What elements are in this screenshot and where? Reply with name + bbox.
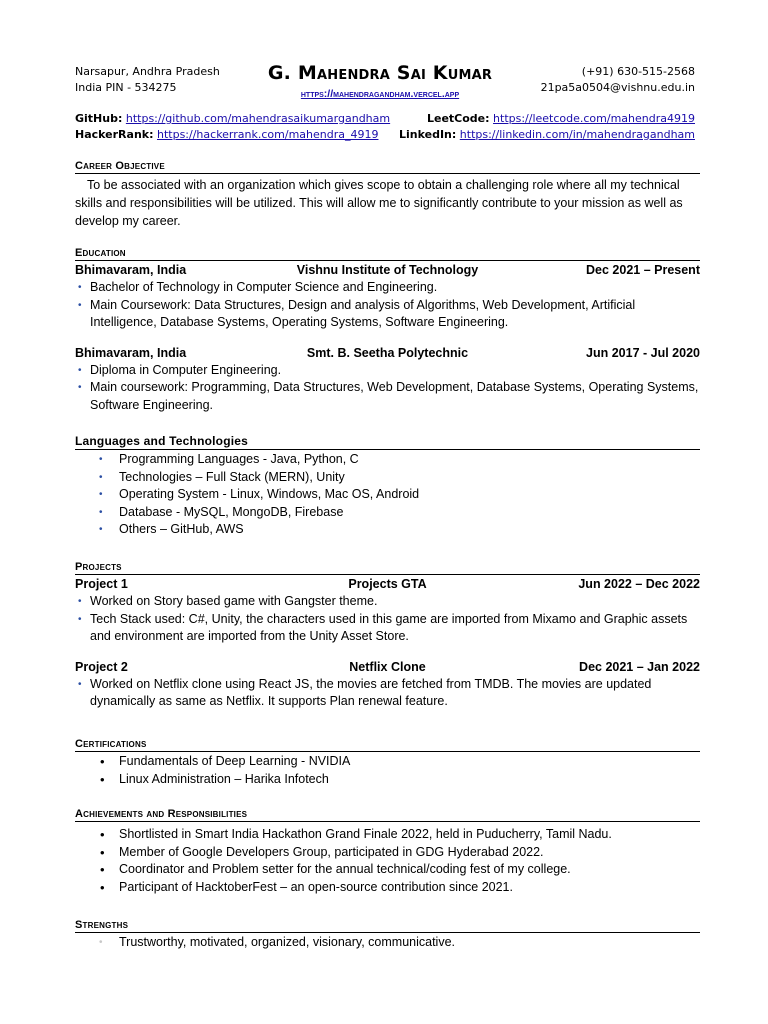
website-link[interactable]: https://mahendragandham.vercel.app: [300, 88, 460, 100]
list-item: • Bachelor of Technology in Computer Science and Engineering.: [75, 279, 700, 297]
list-item: • Shortlisted in Smart India Hackathon Grand Finale 2022, held in Puducherry, Tamil Nadu.: [75, 826, 700, 844]
linkedin-entry: [399, 127, 695, 143]
address-line-2: India PIN - 534275: [75, 81, 177, 94]
education-location: Bhimavaram, India: [75, 263, 187, 277]
achievements-section: [75, 808, 700, 896]
list-item: • Coordinator and Problem setter for the annual technical/coding fest of my college.: [75, 861, 700, 879]
project-entry-2: [75, 658, 700, 711]
project-name: Projects GTA: [348, 577, 427, 591]
education-entry-1: [75, 261, 700, 332]
list-item: • Diploma in Computer Engineering.: [75, 362, 700, 380]
github-link[interactable]: https://github.com/mahendrasaikumargandham: [125, 112, 391, 125]
education-dates: Jun 2017 - Jul 2020: [586, 345, 700, 360]
list-item: • Database - MySQL, MongoDB, Firebase: [75, 504, 700, 522]
education-dates: Dec 2021 – Present: [586, 263, 700, 277]
candidate-name: G. Mahendra Sai Kumar: [267, 62, 493, 84]
education-entry-header: [75, 261, 700, 279]
education-location: Bhimavaram, India: [75, 345, 187, 360]
hackerrank-entry: [75, 127, 378, 143]
github-label: GitHub:: [75, 112, 123, 125]
strengths-list: [75, 934, 700, 952]
education-bullets: [75, 279, 700, 332]
list-item: • Main Coursework: Data Structures, Design and analysis of Algorithms, Web Development, Artificial Intelligence, Database Systems, Operating Systems, Software Engineering.: [75, 297, 700, 332]
project-dates: Dec 2021 – Jan 2022: [579, 659, 700, 674]
links-row-2: [75, 127, 695, 143]
list-item: • Trustworthy, motivated, organized, visionary, communicative.: [75, 934, 700, 952]
links-row-1: [75, 111, 695, 127]
education-entry-2: [75, 344, 700, 415]
leetcode-label: LeetCode:: [426, 112, 490, 125]
contact-block: [541, 64, 695, 96]
list-item: • Programming Languages - Java, Python, C: [75, 451, 700, 469]
list-item: • Participant of HacktoberFest – an open-source contribution since 2021.: [75, 879, 700, 897]
project-bullets: [75, 593, 700, 646]
linkedin-link[interactable]: https://linkedin.com/in/mahendragandham: [459, 128, 695, 141]
leetcode-entry: [427, 111, 695, 127]
education-entry-header: [75, 344, 700, 362]
certifications-list: [75, 753, 700, 788]
list-item: • Tech Stack used: C#, Unity, the characters used in this game are imported from Mixamo and Graphic assets and environment are imported from the Unity Asset Store.: [75, 611, 700, 646]
list-item: • Technologies – Full Stack (MERN), Unity: [75, 469, 700, 487]
project-bullets: [75, 676, 700, 711]
resume-header: [75, 62, 695, 110]
phone-number: (+91) 630-515-2568: [581, 65, 695, 78]
certifications-section: [75, 738, 700, 788]
section-title-certifications: Certifications: [75, 738, 700, 752]
list-item: • Worked on Story based game with Gangster theme.: [75, 593, 700, 611]
languages-section: [75, 434, 700, 539]
list-item: • Operating System - Linux, Windows, Mac OS, Android: [75, 486, 700, 504]
project-entry-header: [75, 658, 700, 676]
section-title-career: Career Objective: [75, 160, 700, 174]
languages-list: [75, 451, 700, 539]
project-entry-1: [75, 575, 700, 646]
education-section: [75, 247, 700, 414]
github-entry: [75, 111, 390, 127]
section-title-education: Education: [75, 247, 700, 261]
section-title-languages: Languages and Technologies: [75, 434, 700, 450]
address-block: [75, 64, 220, 96]
hackerrank-link[interactable]: https://hackerrank.com/mahendra_4919: [157, 128, 379, 141]
strengths-section: [75, 919, 700, 952]
section-title-strengths: Strengths: [75, 919, 700, 933]
achievements-list: [75, 826, 700, 896]
career-objective-text: To be associated with an organization which gives scope to obtain a challenging role where all my technical skills and responsibilities will be utilized. This will allow me to significantly contribute to your mission as well as develop my career.: [75, 178, 683, 228]
education-bullets: [75, 362, 700, 415]
project-label: Project 1: [75, 577, 128, 591]
section-title-projects: Projects: [75, 561, 700, 575]
list-item: • Worked on Netflix clone using React JS, the movies are fetched from TMDB. The movies are updated dynamically as same as Netflix. It supports Plan renewal feature.: [75, 676, 700, 711]
leetcode-link[interactable]: https://leetcode.com/mahendra4919: [493, 112, 695, 125]
hackerrank-label: HackerRank:: [75, 128, 154, 141]
list-item: • Main coursework: Programming, Data Structures, Web Development, Database Systems, Operating Systems, Software Engineering.: [75, 379, 700, 414]
list-item: • Others – GitHub, AWS: [75, 521, 700, 539]
project-dates: Jun 2022 – Dec 2022: [578, 577, 700, 591]
profile-links: [75, 111, 695, 143]
list-item: • Fundamentals of Deep Learning - NVIDIA: [75, 753, 700, 771]
section-title-achievements: Achievements and Responsibilities: [75, 808, 700, 822]
project-label: Project 2: [75, 659, 128, 674]
career-objective-section: [75, 160, 700, 230]
list-item: • Linux Administration – Harika Infotech: [75, 771, 700, 789]
list-item: • Member of Google Developers Group, participated in GDG Hyderabad 2022.: [75, 844, 700, 862]
address-line-1: Narsapur, Andhra Pradesh: [75, 65, 220, 78]
education-institution: Smt. B. Seetha Polytechnic: [306, 345, 469, 360]
project-name: Netflix Clone: [349, 659, 426, 674]
email-address[interactable]: 21pa5a0504@vishnu.edu.in: [540, 81, 695, 94]
project-entry-header: [75, 575, 700, 593]
projects-section: [75, 561, 700, 711]
name-block: [225, 62, 535, 102]
education-institution: Vishnu Institute of Technology: [296, 263, 479, 277]
linkedin-label: LinkedIn:: [398, 128, 457, 141]
